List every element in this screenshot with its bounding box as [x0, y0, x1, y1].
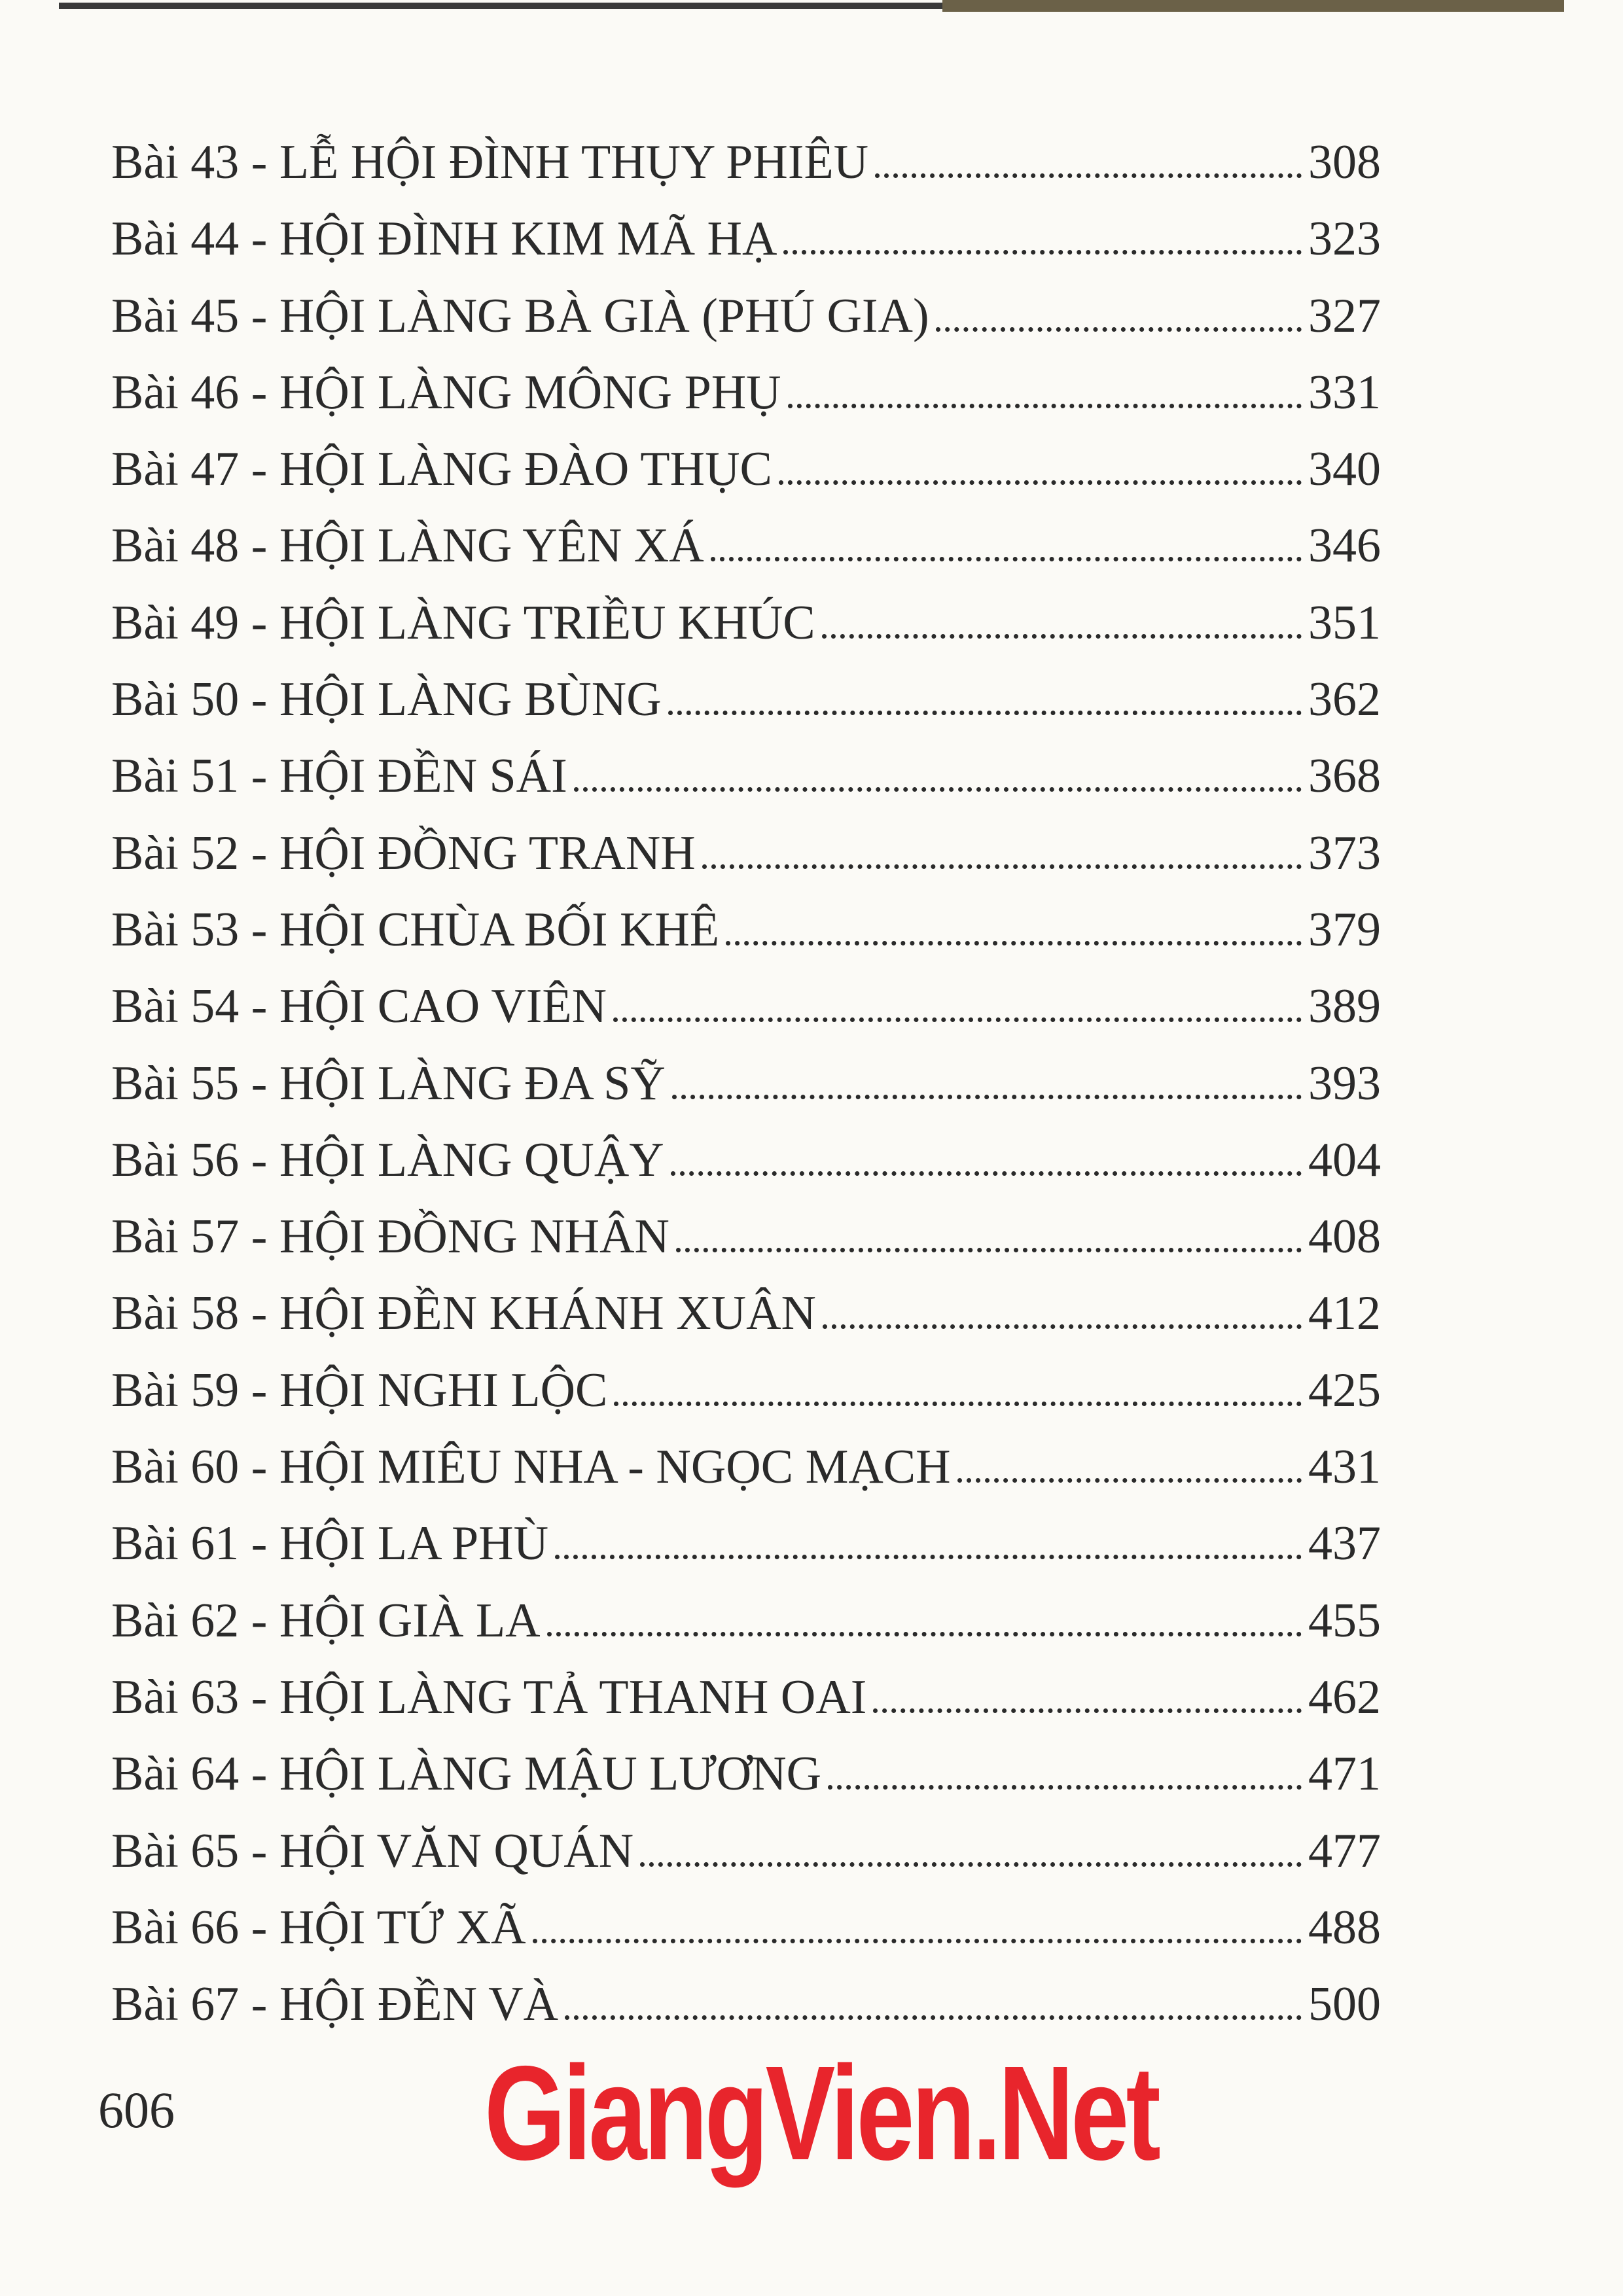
toc-entry-page: 327 — [1308, 289, 1381, 343]
toc-entry-title: Bài 54 - HỘI CAO VIÊN — [111, 980, 607, 1034]
toc-entry[interactable] — [111, 1890, 1381, 1966]
dot-leader — [613, 1017, 1302, 1022]
dot-leader — [711, 557, 1302, 561]
toc-entry[interactable] — [111, 1122, 1381, 1199]
toc-entry-title: Bài 56 - HỘI LÀNG QUẬY — [111, 1133, 664, 1187]
toc-entry-title: Bài 57 - HỘI ĐỒNG NHÂN — [111, 1210, 669, 1264]
toc-entry[interactable] — [111, 1966, 1381, 2043]
toc-entry-title: Bài 50 - HỘI LÀNG BÙNG — [111, 673, 662, 727]
dot-leader — [822, 634, 1302, 639]
top-image-edge — [942, 0, 1564, 12]
toc-entry-title: Bài 61 - HỘI LA PHÙ — [111, 1517, 549, 1571]
toc-entry-page: 404 — [1308, 1133, 1381, 1187]
toc-entry[interactable] — [111, 738, 1381, 815]
toc-entry[interactable] — [111, 201, 1381, 277]
toc-entry[interactable] — [111, 1275, 1381, 1352]
dot-leader — [957, 1478, 1302, 1483]
toc-entry-title: Bài 67 - HỘI ĐỀN VÀ — [111, 1977, 559, 2032]
toc-entry[interactable] — [111, 968, 1381, 1045]
page-number: 606 — [98, 2081, 175, 2138]
toc-entry[interactable] — [111, 124, 1381, 201]
toc-entry-title: Bài 51 - HỘI ĐỀN SÁI — [111, 749, 567, 804]
toc-entry-page: 500 — [1308, 1977, 1381, 2032]
dot-leader — [555, 1555, 1302, 1559]
dot-leader — [873, 1708, 1302, 1713]
toc-entry-title: Bài 43 - LỄ HỘI ĐÌNH THỤY PHIÊU — [111, 135, 869, 189]
toc-entry-title: Bài 62 - HỘI GIÀ LA — [111, 1593, 541, 1648]
toc-entry-page: 331 — [1308, 365, 1381, 419]
dot-leader — [779, 480, 1302, 485]
toc-entry-page: 477 — [1308, 1824, 1381, 1878]
toc-entry-page: 351 — [1308, 595, 1381, 650]
toc-entry-title: Bài 60 - HỘI MIÊU NHA - NGỌC MẠCH — [111, 1440, 951, 1494]
toc-entry[interactable] — [111, 1583, 1381, 1659]
toc-entry-title: Bài 47 - HỘI LÀNG ĐÀO THỤC — [111, 442, 772, 497]
toc-entry-page: 462 — [1308, 1670, 1381, 1724]
dot-leader — [936, 327, 1302, 332]
toc-entry[interactable] — [111, 662, 1381, 738]
toc-entry[interactable] — [111, 355, 1381, 431]
toc-entry-title: Bài 46 - HỘI LÀNG MÔNG PHỤ — [111, 365, 781, 419]
toc-entry-page: 379 — [1308, 902, 1381, 957]
toc-entry-page: 323 — [1308, 212, 1381, 266]
dot-leader — [875, 173, 1302, 178]
toc-entry[interactable] — [111, 1659, 1381, 1736]
toc-entry-title: Bài 49 - HỘI LÀNG TRIỀU KHÚC — [111, 595, 815, 650]
toc-entry-title: Bài 45 - HỘI LÀNG BÀ GIÀ (PHÚ GIA) — [111, 289, 929, 343]
dot-leader — [614, 1402, 1302, 1406]
toc-entry-title: Bài 58 - HỘI ĐỀN KHÁNH XUÂN — [111, 1286, 816, 1341]
top-rule-left — [59, 3, 942, 9]
toc-entry[interactable] — [111, 1352, 1381, 1429]
toc-entry-page: 455 — [1308, 1593, 1381, 1648]
toc-entry-page: 393 — [1308, 1056, 1381, 1110]
dot-leader — [702, 864, 1302, 869]
dot-leader — [574, 787, 1302, 792]
toc-entry-page: 346 — [1308, 519, 1381, 573]
toc-entry[interactable] — [111, 585, 1381, 662]
toc-entry-page: 373 — [1308, 826, 1381, 880]
toc-entry[interactable] — [111, 1813, 1381, 1890]
toc-entry[interactable] — [111, 1736, 1381, 1812]
toc-entry-title: Bài 48 - HỘI LÀNG YÊN XÁ — [111, 519, 704, 573]
toc-entry-page: 425 — [1308, 1363, 1381, 1417]
dot-leader — [783, 250, 1302, 255]
dot-leader — [640, 1862, 1302, 1867]
toc-entry-page: 362 — [1308, 673, 1381, 727]
toc-entry-title: Bài 66 - HỘI TỨ XÃ — [111, 1900, 526, 1954]
toc-entry[interactable] — [111, 431, 1381, 508]
dot-leader — [788, 404, 1302, 408]
dot-leader — [533, 1939, 1302, 1943]
dot-leader — [547, 1632, 1302, 1636]
toc-entry-title: Bài 59 - HỘI NGHI LỘC — [111, 1363, 608, 1417]
dot-leader — [726, 941, 1302, 945]
dot-leader — [828, 1785, 1302, 1790]
toc-entry-title: Bài 52 - HỘI ĐỒNG TRANH — [111, 826, 696, 880]
toc-entry-page: 488 — [1308, 1900, 1381, 1954]
toc-entry-page: 389 — [1308, 980, 1381, 1034]
toc-entry-page: 368 — [1308, 749, 1381, 804]
toc-entry[interactable] — [111, 1046, 1381, 1122]
toc-entry[interactable] — [111, 1429, 1381, 1506]
toc-entry[interactable] — [111, 278, 1381, 355]
toc-entry[interactable] — [111, 815, 1381, 892]
dot-leader — [565, 2015, 1302, 2020]
toc-entry[interactable] — [111, 1199, 1381, 1275]
toc-entry-title: Bài 63 - HỘI LÀNG TẢ THANH OAI — [111, 1670, 867, 1724]
dot-leader — [671, 1171, 1302, 1176]
toc-entry[interactable] — [111, 508, 1381, 584]
toc-entry[interactable] — [111, 892, 1381, 968]
toc-entry-page: 471 — [1308, 1747, 1381, 1801]
toc-entry-title: Bài 65 - HỘI VĂN QUÁN — [111, 1824, 634, 1878]
toc-entry-title: Bài 53 - HỘI CHÙA BỐI KHÊ — [111, 902, 720, 957]
dot-leader — [823, 1324, 1302, 1329]
table-of-contents — [111, 124, 1381, 2043]
toc-entry-page: 431 — [1308, 1440, 1381, 1494]
toc-entry-page: 412 — [1308, 1286, 1381, 1341]
toc-entry-page: 437 — [1308, 1517, 1381, 1571]
top-edge-strip — [59, 0, 1564, 13]
toc-entry[interactable] — [111, 1506, 1381, 1582]
toc-entry-title: Bài 55 - HỘI LÀNG ĐA SỸ — [111, 1056, 666, 1110]
toc-entry-page: 340 — [1308, 442, 1381, 497]
dot-leader — [676, 1248, 1302, 1252]
dot-leader — [668, 711, 1302, 715]
toc-entry-title: Bài 44 - HỘI ĐÌNH KIM MÃ HẠ — [111, 212, 777, 266]
watermark-logo: GiangVien.Net — [484, 2038, 1158, 2188]
dot-leader — [672, 1095, 1302, 1099]
toc-entry-page: 308 — [1308, 135, 1381, 189]
toc-entry-title: Bài 64 - HỘI LÀNG MẬU LƯƠNG — [111, 1747, 822, 1801]
toc-entry-page: 408 — [1308, 1210, 1381, 1264]
